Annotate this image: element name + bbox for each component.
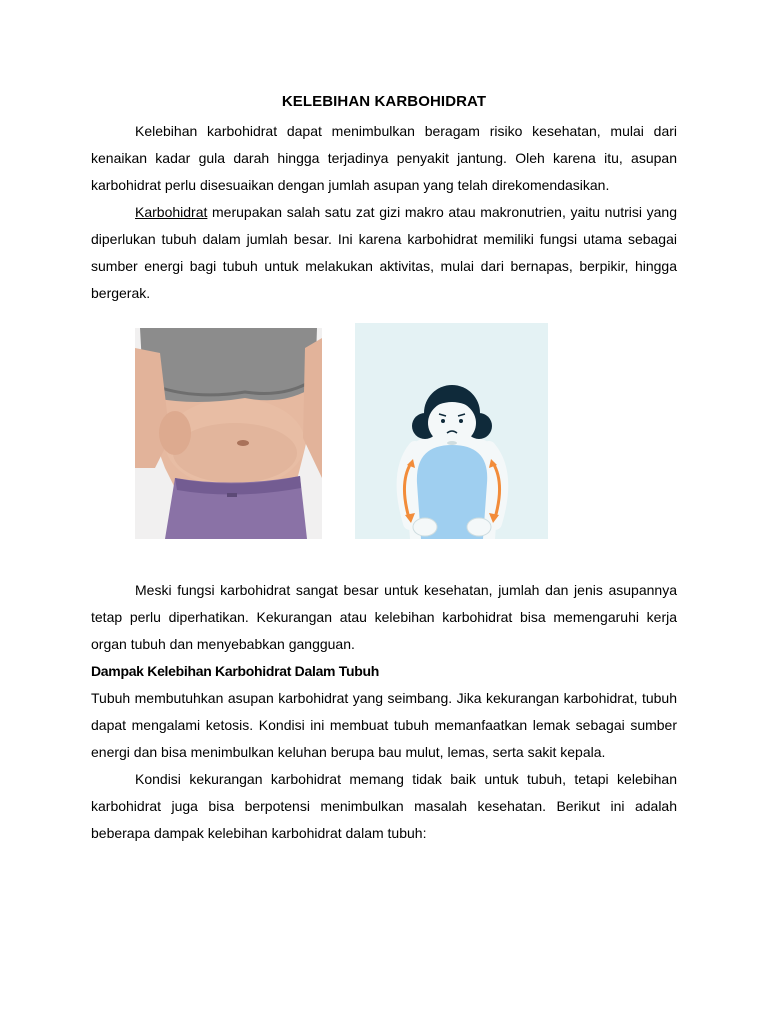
belly-fat-photo <box>135 328 322 539</box>
paragraph-balance: Meski fungsi karbohidrat sangat besar untuk kesehatan, jumlah dan jenis asupannya tetap perlu diperhatikan. Kekurangan atau kelebihan karbohidrat bisa memengaruhi kerja organ tubuh dan menyebabkan gangguan. <box>91 582 677 652</box>
paragraph-ketosis: Tubuh membutuhkan asupan karbohidrat yang seimbang. Jika kekurangan karbohidrat, tubuh dapat mengalami ketosis. Kondisi ini membuat tubuh memanfaatkan lemak sebagai sumber energi dan bisa menimbulkan keluhan berupa bau mulut, lemas, serta sakit kepala. <box>91 690 677 760</box>
document-title: KELEBIHAN KARBOHIDRAT <box>281 93 487 110</box>
paragraph-intro: Kelebihan karbohidrat dapat menimbulkan beragam risiko kesehatan, mulai dari kenaikan kadar gula darah hingga terjadinya penyakit jantung. Oleh karena itu, asupan karbohidrat perlu disesuaikan dengan jumlah asupan yang telah direkomendasikan. <box>91 123 677 193</box>
paragraph-definition <box>91 199 677 307</box>
figures-row <box>91 311 677 577</box>
section-heading: Dampak Kelebihan Karbohidrat Dalam Tubuh <box>91 663 380 679</box>
karbohidrat-link[interactable]: Karbohidrat <box>135 204 208 220</box>
overweight-illustration <box>355 323 548 539</box>
paragraph-definition-text: merupakan salah satu zat gizi makro atau makronutrien, yaitu nutrisi yang diperlukan tubuh dalam jumlah besar. Ini karena karbohidrat memiliki fungsi utama sebagai sumber energi bagi tubuh untuk melakukan aktivitas, mulai dari bernapas, berpikir, hingga bergerak. <box>91 204 677 301</box>
paragraph-impact: Kondisi kekurangan karbohidrat memang tidak baik untuk tubuh, tetapi kelebihan karbohidrat juga bisa berpotensi menimbulkan masalah kesehatan. Berikut ini adalah beberapa dampak kelebihan karbohidrat dalam tubuh: <box>91 771 677 841</box>
document-page <box>91 93 677 847</box>
